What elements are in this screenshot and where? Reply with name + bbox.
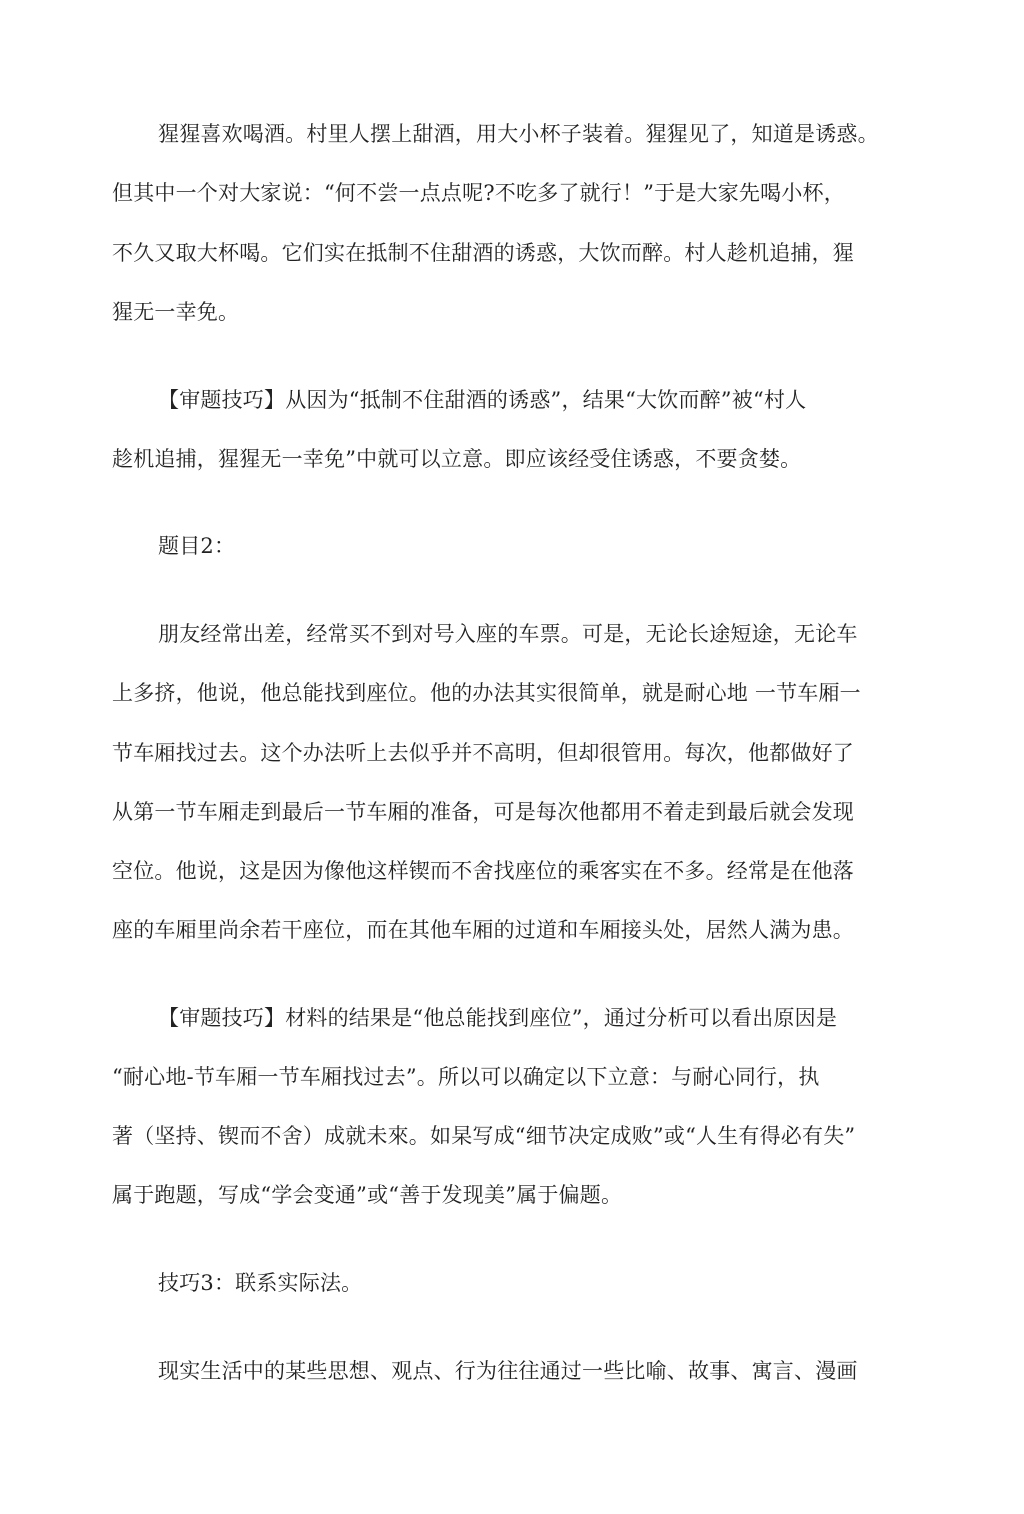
paragraph-line: 猩无一幸免。 bbox=[112, 300, 240, 324]
tip-line: 著（坚持、锲而不舍）成就未來。如杲写成“细节决定成败”或“人生有得必有失” bbox=[112, 1124, 856, 1148]
paragraph-line: 从第一节车厢走到最后一节车厢的准备，可是每次他都用不着走到最后就会发现 bbox=[112, 800, 854, 824]
tip-line: 【审题技巧】从因为“抵制不住甜酒的诱惑”，结果“大饮而醉”被“村人 bbox=[158, 388, 807, 412]
section-heading: 题目2： bbox=[158, 534, 236, 558]
tip-line: 趁机追捕，猩猩无一幸免”中就可以立意。即应该经受住诱惑，不要贪婪。 bbox=[112, 447, 802, 471]
tip-line: “耐心地-节车厢一节车厢找过去”。所以可以确定以下立意：与耐心同行，执 bbox=[112, 1065, 820, 1089]
paragraph-line: 上多挤，他说，他总能找到座位。他的办法其实很简单，就是耐心地 一节车厢一 bbox=[112, 681, 861, 705]
paragraph-line: 猩猩喜欢喝酒。村里人摆上甜酒，用大小杯子装着。猩猩见了，知道是诱惑。 bbox=[158, 122, 879, 146]
paragraph-line: 空位。他说，这是因为像他这样锲而不舍找座位的乘客实在不多。经常是在他落 bbox=[112, 859, 854, 883]
tip-line: 属于跑题，写成“学会变通”或“善于发现美”属于偏题。 bbox=[112, 1183, 623, 1207]
paragraph-line: 不久又取大杯喝。它们实在抵制不住甜酒的诱惑，大饮而醉。村人趁机追捕，猩 bbox=[112, 241, 854, 265]
paragraph-line: 座的车厢里尚余若干座位，而在其他车厢的过道和车厢接头处，居然人满为患。 bbox=[112, 918, 854, 942]
paragraph-line: 节车厢找过去。这个办法听上去似乎并不高明，但却很管用。每次，他都做好了 bbox=[112, 741, 854, 765]
paragraph-line: 现实生活中的某些思想、观点、行为往往通过一些比喻、故事、寓言、漫画 bbox=[158, 1359, 858, 1383]
tip-line: 【审题技巧】材料的结果是“他总能找到座位”，通过分析可以看出原因是 bbox=[158, 1006, 838, 1030]
section-heading: 技巧3：联系实际法。 bbox=[158, 1271, 363, 1295]
paragraph-line: 朋友经常出差，经常买不到对号入座的车票。可是，无论长途短途，无论车 bbox=[158, 622, 858, 646]
paragraph-line: 但其中一个对大家说：“何不尝一点点呢?不吃多了就行！”于是大家先喝小杯， bbox=[112, 181, 845, 205]
